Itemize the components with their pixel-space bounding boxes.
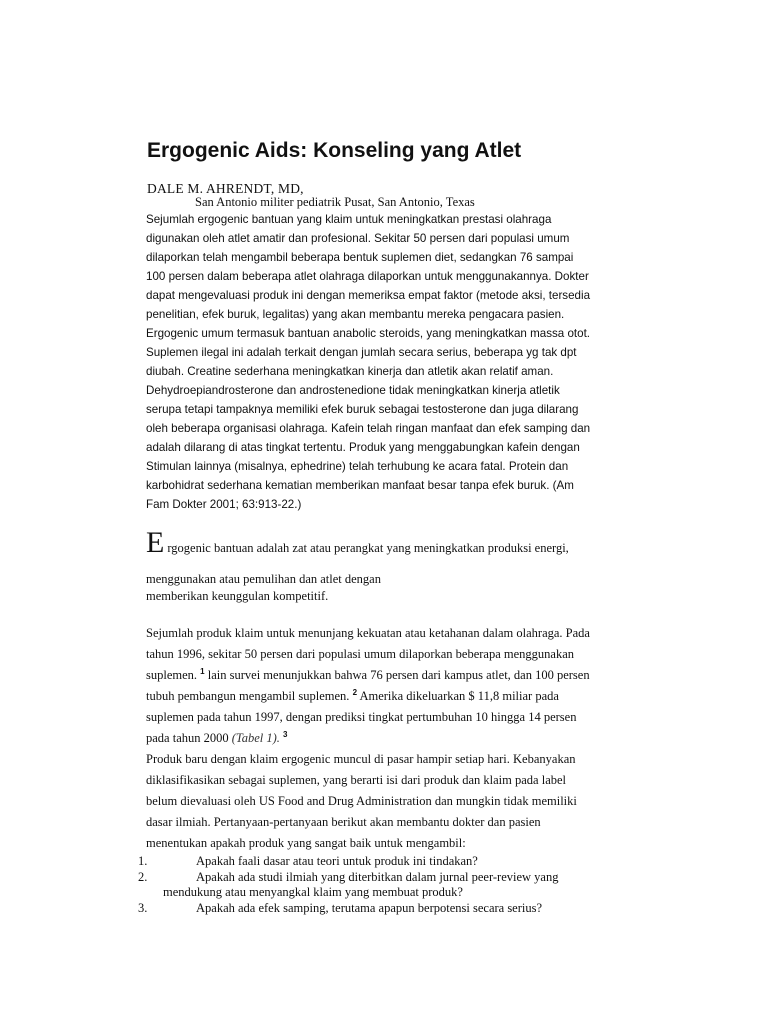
author-affiliation: San Antonio militer pediatrik Pusat, San Antonio, Texas xyxy=(195,195,475,209)
paragraph-line: menentukan apakah produk yang sangat baik untuk mengambil: xyxy=(146,836,466,850)
list-item xyxy=(138,870,618,900)
paragraph-line xyxy=(146,728,590,749)
abstract xyxy=(146,210,646,514)
abstract-line: Dehydroepiandrosterone dan androstenedione tidak meningkatkan kinerja atletik xyxy=(146,384,560,397)
abstract-line: Suplemen ilegal ini adalah terkait dengan jumlah secara serius, beberapa yg tak dpt xyxy=(146,346,577,359)
abstract-line: Fam Dokter 2001; 63:913-22.) xyxy=(146,498,302,511)
usage-paragraph xyxy=(146,623,590,749)
paragraph-line: Produk baru dengan klaim ergogenic muncul di pasar hampir setiap hari. Kebanyakan xyxy=(146,752,576,766)
abstract-line: dilaporkan telah mengambil beberapa bentuk suplemen diet, sedangkan 76 sampai xyxy=(146,251,574,264)
abstract-line: adalah dilarang di atas tingkat tertentu. Produk yang menggabungkan kafein dengan xyxy=(146,441,580,454)
paragraph-line xyxy=(146,665,590,686)
footnote-ref: 2 xyxy=(352,687,358,697)
intro-first-line xyxy=(146,528,569,558)
author-name: DALE M. AHRENDT, MD, xyxy=(147,181,304,196)
line-text: suplemen. xyxy=(146,668,201,682)
intro-first-line-text: rgogenic bantuan adalah zat atau perangkat yang meningkatkan produksi energi, xyxy=(167,541,569,555)
abstract-line: Stimulan lainnya (misalnya, ephedrine) telah terhubung ke acara fatal. Protein dan xyxy=(146,460,569,473)
abstract-line: digunakan oleh atlet amatir dan profesional. Sekitar 50 persen dari populasi umum xyxy=(146,232,570,245)
paragraph-line: Sejumlah produk klaim untuk menunjang kekuatan atau ketahanan dalam olahraga. Pada xyxy=(146,626,590,640)
paragraph-line xyxy=(146,686,590,707)
list-number: 3. xyxy=(138,901,148,915)
intro-paragraph xyxy=(146,571,381,605)
abstract-line: oleh beberapa organisasi olahraga. Kafein telah ringan manfaat dan efek samping dan xyxy=(146,422,591,435)
abstract-line: 100 persen dalam beberapa atlet olahraga dilaporkan untuk menggunakannya. Dokter xyxy=(146,270,589,283)
abstract-line: dapat mengevaluasi produk ini dengan memeriksa empat faktor (metode aksi, tersedia xyxy=(146,289,591,302)
list-number: 1. xyxy=(138,854,148,868)
abstract-line: serupa tetapi tampaknya memiliki efek buruk sebagai testosterone dan juga dilarang xyxy=(146,403,579,416)
drop-cap: E xyxy=(146,526,165,559)
question-list xyxy=(138,854,618,916)
list-text: Apakah ada studi ilmiah yang diterbitkan dalam jurnal peer-review yang xyxy=(196,870,559,884)
line-text: tubuh pembangun mengambil suplemen. xyxy=(146,689,353,703)
abstract-line: Ergogenic umum termasuk bantuan anabolic steroids, yang meningkatkan massa otot. xyxy=(146,327,591,340)
abstract-line: Sejumlah ergogenic bantuan yang klaim untuk meningkatkan prestasi olahraga xyxy=(146,213,552,226)
list-item xyxy=(138,901,618,916)
paragraph-line: suplemen pada tahun 1997, dengan prediksi tingkat pertumbuhan 10 hingga 14 persen xyxy=(146,710,577,724)
paragraph-line: diklasifikasikan sebagai suplemen, yang berarti isi dari produk dan klaim pada label xyxy=(146,773,567,787)
paragraph-line: belum dievaluasi oleh US Food and Drug Administration dan mungkin tidak memiliki xyxy=(146,794,577,808)
products-paragraph xyxy=(146,749,577,854)
paragraph-line: dasar ilmiah. Pertanyaan-pertanyaan berikut akan membantu dokter dan pasien xyxy=(146,815,541,829)
abstract-line: penelitian, efek buruk, legalitas) yang akan membantu mereka pengacara pasien. xyxy=(146,308,565,321)
line-text: lain survei menunjukkan bahwa 76 persen dari kampus atlet, dan 100 persen xyxy=(204,668,590,682)
list-text: Apakah ada efek samping, terutama apapun berpotensi secara serius? xyxy=(196,901,543,915)
footnote-ref: 3 xyxy=(283,729,288,739)
abstract-line: diubah. Creatine sederhana meningkatkan kinerja dan atletik akan relatif aman. xyxy=(146,365,554,378)
paragraph-line: menggunakan atau pemulihan dan atlet dengan xyxy=(146,572,381,586)
footnote-ref: 1 xyxy=(200,666,205,676)
line-text: pada tahun 2000 xyxy=(146,731,232,745)
table-reference: (Tabel 1). xyxy=(231,731,280,745)
line-text: Amerika dikeluarkan $ 11,8 miliar pada xyxy=(357,689,559,703)
list-number: 2. xyxy=(138,870,148,884)
list-text: Apakah faali dasar atau teori untuk produk ini tindakan? xyxy=(196,854,478,868)
abstract-line: karbohidrat sederhana kematian memberikan manfaat besar tanpa efek buruk. (Am xyxy=(146,479,574,492)
list-text-continuation: mendukung atau menyangkal klaim yang membuat produk? xyxy=(163,885,463,899)
list-item xyxy=(138,854,618,869)
paragraph-line: memberikan keunggulan kompetitif. xyxy=(146,589,329,603)
article-title: Ergogenic Aids: Konseling yang Atlet xyxy=(147,139,522,162)
paragraph-line: tahun 1996, sekitar 50 persen dari populasi umum dilaporkan beberapa menggunakan xyxy=(146,647,575,661)
